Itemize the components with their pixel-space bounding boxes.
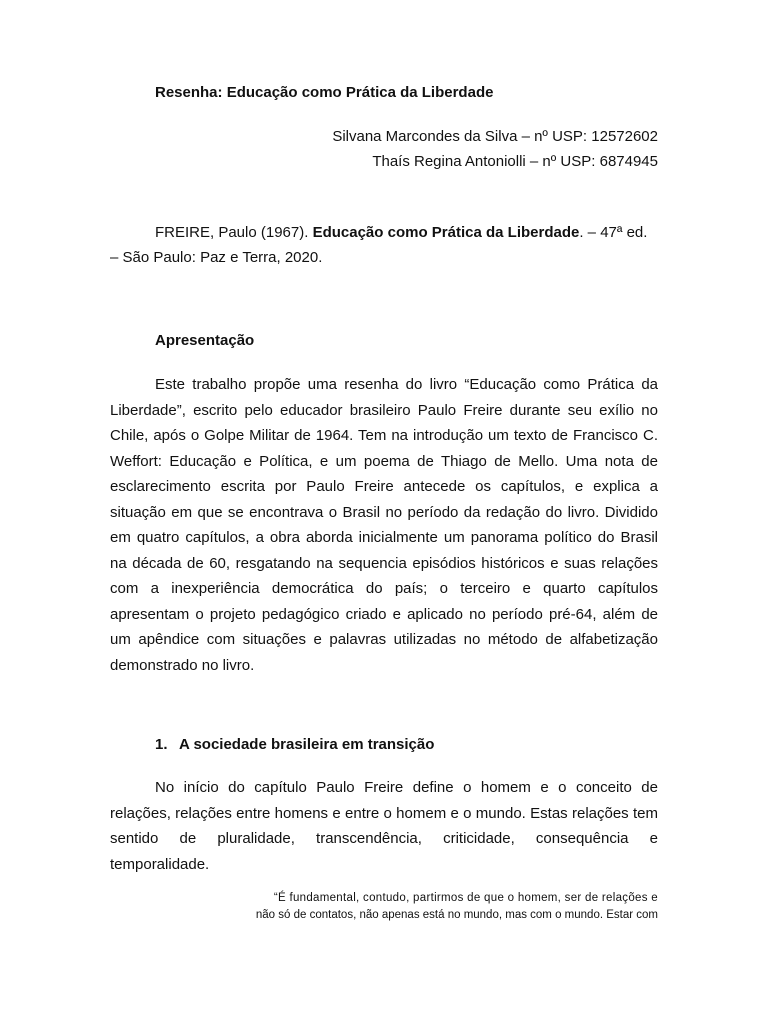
reference-book-title: Educação como Prática da Liberdade — [312, 224, 580, 241]
section-heading-text: A sociedade brasileira em transição — [179, 736, 435, 753]
quote-line: não só de contatos, não apenas está no mundo, mas com o mundo. Estar com — [255, 909, 658, 921]
section-number: 1. — [155, 736, 168, 753]
author-line: Silvana Marcondes da Silva – nº USP: 12572602 — [332, 128, 658, 145]
section-heading-apresentacao: Apresentação — [155, 332, 255, 349]
body-paragraph: No início do capítulo Paulo Freire define o homem e o conceito de relações, relações entre homens e entre o homem e o mundo. Estas relações tem sentido de pluralidade, transcendência, criticidade, consequência e temporalidade. — [110, 779, 658, 873]
reference-prefix: FREIRE, Paulo (1967). — [155, 224, 313, 241]
block-quote — [195, 890, 658, 924]
author-line: Thaís Regina Antoniolli – nº USP: 6874945 — [372, 153, 658, 170]
section-heading-transicao — [155, 736, 434, 753]
reference-suffix: . – 47ª ed. – São Paulo: Paz e Terra, 2020. — [110, 224, 648, 266]
body-paragraph: Este trabalho propõe uma resenha do livro “Educação como Prática da Liberdade”, escrito pelo educador brasileiro Paulo Freire durante seu exílio no Chile, após o Golpe Militar de 1964. Tem na introdução um texto de Francisco C. Weffort: Educação e Política, e um poema de Thiago de Mello. Uma nota de esclarecimento escrita por Paulo Freire antecede os capítulos, e explica a situação em que se encontrava o Brasil no período da redação do livro. Dividido em quatro capítulos, a obra aborda inicialmente um panorama político do Brasil na década de 60, resgatando na sequencia episódios históricos e suas relações com a inexperiência democrática do país; o terceiro e quarto capítulos apresentam o projeto pedagógico criado e aplicado no período pré-64, além de um apêndice com situações e palavras utilizadas no método de alfabetização demonstrado no livro. — [110, 376, 658, 674]
document-title: Resenha: Educação como Prática da Liberdade — [155, 84, 494, 101]
book-reference — [110, 220, 658, 270]
quote-line: “É fundamental, contudo, partirmos de que o homem, ser de relações e — [273, 892, 658, 904]
